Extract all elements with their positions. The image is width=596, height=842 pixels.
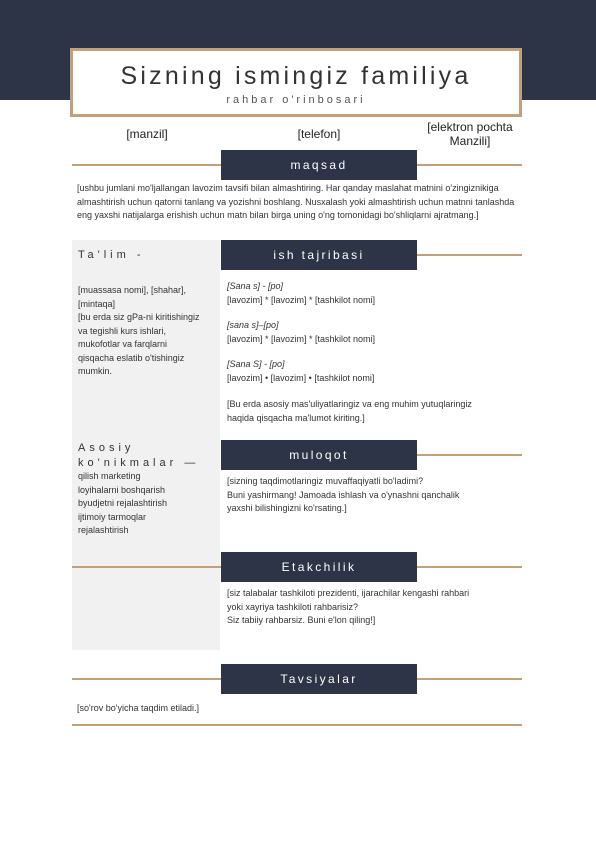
skill-item: rejalashtirish [78, 525, 129, 535]
education-line: [mintaqa] [78, 298, 116, 309]
education-line: mukofotlar va farqlarni [78, 339, 168, 349]
skill-item: loyihalarni boshqarish [78, 484, 166, 495]
contact-phone: [telefon] [297, 127, 341, 141]
experience-entry [227, 319, 519, 346]
experience-detail: [lavozim] • [lavozim] • [tashkilot nomi] [227, 372, 375, 383]
leadership-line: [siz talabalar tashkiloti prezidenti, ijarachilar kengashi rahbari [227, 588, 470, 598]
leadership-text [227, 587, 519, 628]
communication-line: [sizning taqdimotlaringiz muvaffaqiyatli bo'ladimi? [227, 476, 424, 486]
communication-text [227, 475, 519, 516]
contact-email [418, 120, 522, 148]
skill-item: ijtimoiy tarmoqlar [78, 511, 147, 522]
skills-heading-line2: ko'nikmalar — [78, 457, 200, 469]
experience-date: [Sana S] - [po] [227, 359, 285, 369]
section-header-objective: maqsad [221, 150, 417, 180]
section-header-leadership: Etakchilik [221, 552, 417, 582]
education-line: [muassasa nomi], [shahar], [78, 285, 187, 295]
skill-item: qilish marketing [78, 471, 141, 481]
section-header-references: Tavsiyalar [221, 664, 417, 694]
leadership-line: yoki xayriya tashkiloti rahbarisiz? [227, 601, 359, 612]
full-name: Sizning ismingiz familiya [120, 62, 472, 90]
experience-detail: [lavozim] * [lavozim] * [tashkilot nomi] [227, 294, 376, 305]
communication-line: Buni yashirmang! Jamoada ishlash va o'ynashni qanchalik [227, 489, 460, 500]
experience-date: [sana s]–[po] [227, 320, 279, 330]
contact-email-line1: [elektron pochta [427, 120, 513, 134]
experience-entry [227, 358, 519, 385]
divider-bottom [72, 724, 522, 726]
experience-note [227, 398, 519, 425]
experience-note-line2: haqida qisqacha ma'lumot kiriting.] [227, 412, 365, 423]
skills-list [78, 470, 218, 538]
education-line: mumkin. [78, 366, 113, 376]
communication-line: yaxshi bilishingizni ko'rsating.] [227, 503, 347, 513]
experience-date: [Sana s] - [po] [227, 281, 284, 291]
experience-entry [227, 280, 519, 307]
leadership-line: Siz tabiiy rahbarsiz. Buni e'lon qiling!] [227, 615, 376, 625]
contact-address: [manzil] [126, 127, 168, 141]
education-line: [bu erda siz gPa-ni kiritishingiz [78, 312, 200, 322]
name-box [70, 48, 522, 117]
experience-detail: [lavozim] * [lavozim] * [tashkilot nomi] [227, 333, 376, 344]
skills-heading-line1: Asosiy [78, 442, 135, 454]
section-header-experience: ish tajribasi [221, 240, 417, 270]
skill-item: byudjetni rejalashtirish [78, 498, 168, 508]
objective-text: [ushbu jumlani mo'ljallangan lavozim tavsifi bilan almashtiring. Har qanday maslahat matnini o'zingiznikiga almashtirish uchun qatorni tanlang va yozishni boshlang. Nusxalash yoki almashtirish uchun matnni tanlashda eng yaxshi natijalarga erishish uchun matn bilan birga uning o'ng tomonidagi bo'shliqlarni ajratmang.] [77, 183, 515, 220]
skills-heading [78, 441, 199, 471]
experience-note-line1: [Bu erda asosiy mas'uliyatlaringiz va eng muhim yutuqlaringiz [227, 399, 472, 409]
section-header-communication: muloqot [221, 440, 417, 470]
education-text [78, 284, 218, 379]
references-text: [so'rov bo'yicha taqdim etiladi.] [77, 703, 199, 713]
education-line: va tegishli kurs ishlari, [78, 325, 167, 336]
job-title: rahbar o'rinbosari [226, 94, 366, 106]
education-heading: Ta'lim - [78, 249, 145, 261]
education-line: qisqacha eslatib o'tishingiz [78, 352, 185, 363]
contact-email-line2: Manzili] [449, 134, 491, 148]
